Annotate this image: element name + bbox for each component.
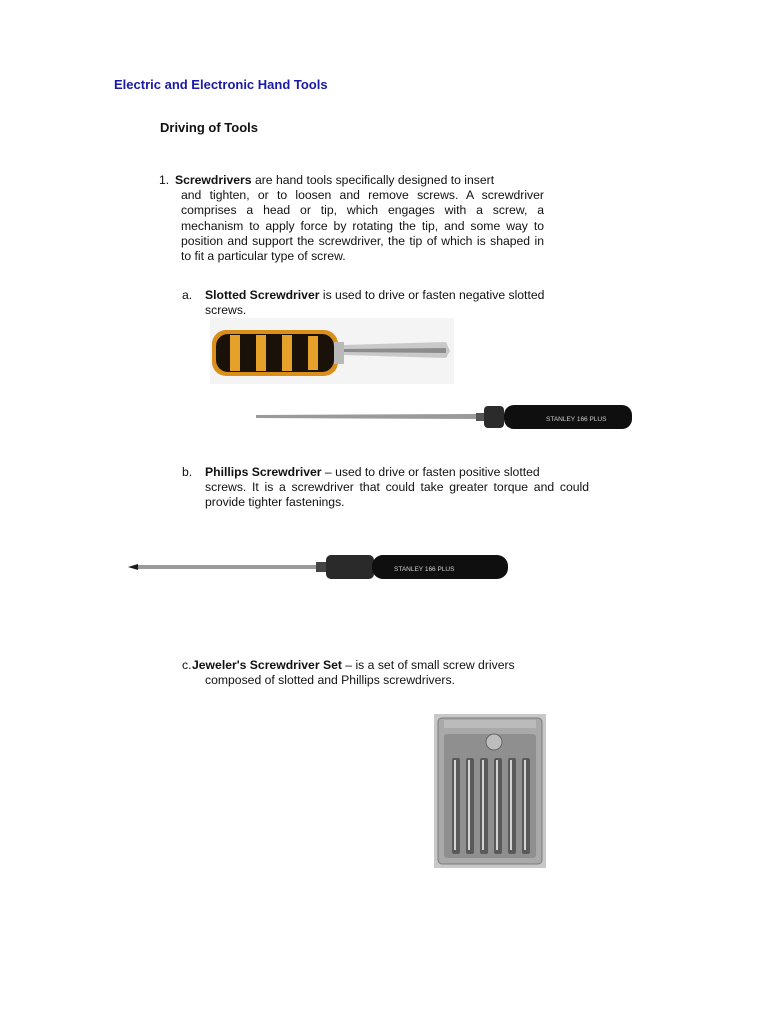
item-marker: b.	[182, 465, 193, 479]
list-item-slotted	[182, 288, 589, 318]
item-marker: a.	[182, 288, 193, 302]
item-text-first: – used to drive or fasten positive slotted	[321, 465, 540, 479]
term-slotted-screwdriver: Slotted Screwdriver	[205, 288, 320, 302]
intro-text-rest: and tighten, or to loosen and remove screws. A screwdriver comprises a head or tip, which engages with a screw, a mechanism to apply force by rotating the tip, and some way to position and support the screwdriver, the tip of which is shaped in to fit a particular type of screw.	[181, 188, 544, 264]
slotted-screwdriver-full-image	[254, 402, 634, 432]
phillips-screwdriver-image	[126, 552, 510, 582]
brand-label-2: STANLEY 166 PLUS	[394, 566, 455, 573]
item-text-rest: screws.	[205, 303, 247, 318]
list-item-jewelers	[182, 658, 589, 688]
item-text-rest: composed of slotted and Phillips screwdrivers.	[205, 673, 455, 688]
section-heading: Driving of Tools	[160, 120, 258, 135]
intro-text-first: are hand tools specifically designed to insert	[251, 173, 495, 187]
term-phillips-screwdriver: Phillips Screwdriver	[205, 465, 322, 479]
screwdrivers-paragraph	[159, 173, 544, 264]
list-number: 1.	[159, 173, 170, 187]
jewelers-screwdriver-set-image	[434, 714, 546, 868]
term-screwdrivers: Screwdrivers	[175, 173, 252, 187]
document-title: Electric and Electronic Hand Tools	[114, 77, 328, 92]
item-text-first: – is a set of small screw drivers	[341, 658, 515, 672]
item-text-first: is used to drive or fasten negative slotted	[319, 288, 545, 302]
brand-label-1: STANLEY 166 PLUS	[546, 416, 607, 423]
slotted-screwdriver-closeup-image	[210, 318, 454, 384]
term-jewelers-screwdriver-set: Jeweler's Screwdriver Set	[192, 658, 342, 672]
list-item-phillips	[182, 465, 589, 511]
item-marker: c.	[182, 658, 192, 672]
item-text-rest: screws. It is a screwdriver that could take greater torque and could provide tighter fastenings.	[205, 480, 589, 510]
